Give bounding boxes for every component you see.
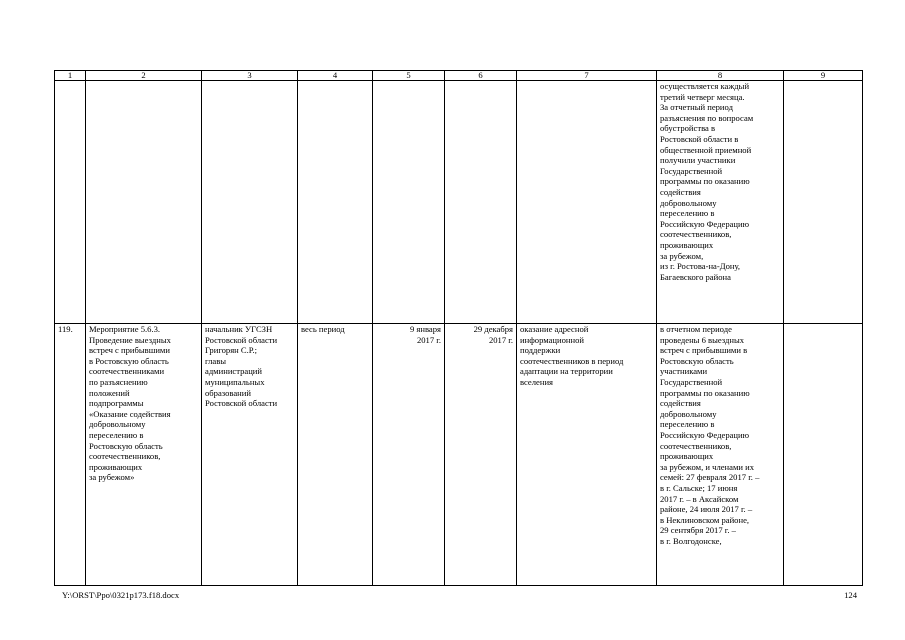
column-number: 1 xyxy=(55,71,86,81)
column-number: 2 xyxy=(86,71,202,81)
column-number: 9 xyxy=(784,71,863,81)
start-date-cell xyxy=(373,81,445,324)
start-date-cell: 9 января 2017 г. xyxy=(373,324,445,586)
column-number: 7 xyxy=(517,71,657,81)
actual-result-cell: осуществляется каждый третий четверг месяца. За отчетный период разъяснения по вопросам обустройства в Ростовской области в общественной приемной получили участники Государственной программы по оказанию содействия добровольному переселению в Российскую Федерацию соотечественников, проживающих за рубежом, из г. Ростова-на-Дону, Багаевского района xyxy=(657,81,784,324)
table-row xyxy=(55,81,863,324)
expected-result-cell xyxy=(517,81,657,324)
end-date-cell: 29 декабря 2017 г. xyxy=(445,324,517,586)
notes-cell xyxy=(784,81,863,324)
column-number: 5 xyxy=(373,71,445,81)
column-number: 6 xyxy=(445,71,517,81)
report-table xyxy=(54,70,863,586)
responsible-cell xyxy=(202,81,298,324)
end-date-cell xyxy=(445,81,517,324)
row-number-cell: 119. xyxy=(55,324,86,586)
table-row xyxy=(55,324,863,586)
period-cell: весь период xyxy=(298,324,373,586)
file-path-footer: Y:\ORST\Ppo\0321p173.f18.docx xyxy=(62,590,180,600)
expected-result-cell: оказание адресной информационной поддержки соотечественников в период адаптации на территории вселения xyxy=(517,324,657,586)
responsible-cell: начальник УГСЗН Ростовской области Григорян С.Р.; главы администраций муниципальных образований Ростовской области xyxy=(202,324,298,586)
event-name-cell: Мероприятие 5.6.3. Проведение выездных встреч с прибывшими в Ростовскую область соотечественниками по разъяснению положений подпрограммы «Оказание содействия добровольному переселению в Ростовскую область соотечественников, проживающих за рубежом» xyxy=(86,324,202,586)
column-number-row xyxy=(55,71,863,81)
column-number: 3 xyxy=(202,71,298,81)
row-number-cell xyxy=(55,81,86,324)
actual-result-cell: в отчетном периоде проведены 6 выездных встреч с прибывшими в Ростовскую область участниками Государственной программы по оказанию содействия добровольному переселению в Российскую Федерацию соотечественников, проживающих за рубежом, и членами их семей: 27 февраля 2017 г. – в г. Сальске; 17 июня 2017 г. – в Аксайском районе, 24 июля 2017 г. – в Неклиновском районе, 29 сентября 2017 г. – в г. Волгодонске, xyxy=(657,324,784,586)
column-number: 8 xyxy=(657,71,784,81)
column-number: 4 xyxy=(298,71,373,81)
event-name-cell xyxy=(86,81,202,324)
page-number: 124 xyxy=(844,590,857,600)
notes-cell xyxy=(784,324,863,586)
period-cell xyxy=(298,81,373,324)
